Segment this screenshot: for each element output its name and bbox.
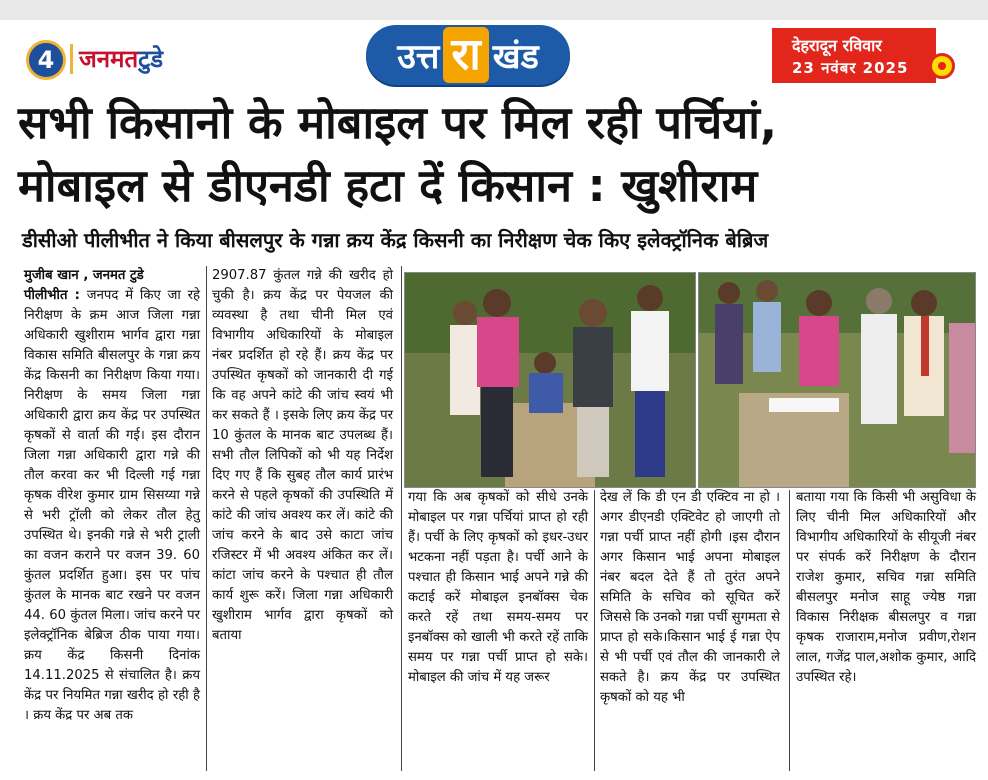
- headline-line-1: सभी किसानो के मोबाइल पर मिल रही पर्चियां,: [18, 96, 778, 149]
- news-photo-left: [404, 272, 696, 488]
- brand-accent: टुडे: [138, 45, 164, 73]
- photo-right-image: [699, 273, 975, 487]
- page-number-badge: 4: [26, 40, 66, 80]
- column-1-text: जनपद में किए जा रहे निरीक्षण के क्रम आज जिला गन्ना अधिकारी खुशीराम भार्गव द्वारा गन्ना विकास समिति बीसलपुर के गन्ना क्रय केंद्र किसनी का निरीक्षण किया गया। निरीक्षण के समय जिला गन्ना अधिकारी द्वारा क्रय केंद्र पर उपस्थित कृषकों से वार्ता की गई। इस दौरान जिला गन्ना अधिकारी द्वारा गन्ने की तौल करवा कर भी दिल्ली गई गन्ना कृषक वीरेश कुमार ग्राम सिसय्या गन्ने से भरी ट्रॉली को लेकर तौल हेतु उपस्थित थे। इनकी गन्ने से भरी ट्राली का वजन कराने पर वजन 39. 60 कुंतल प्रदर्शित हुआ। इस पर पांच कुंतल के मानक बाट रखने पर वजन 44. 60 कुंतल मिला। जांच करने पर इलेक्ट्रॉनिक बेब्रिज ठीक पाया गया। क्रय केंद्र किसनी दिनांक 14.11.2025 से संचालित है। क्रय केंद्र पर नियमित गन्ना खरीद हो रही है । क्रय केंद्र पर अब तक: [24, 288, 200, 723]
- article-column-5: बताया गया कि किसी भी असुविधा के लिए चीनी मिल अधिकारियों और विभागीय अधिकारियों के सीयूजी नंबर पर संपर्क करें निरीक्षण के दौरान राजेश कुमार, सचिव गन्ना समिति बीसलपुर मनोज साहू ज्येष्ठ गन्ना विकास निरीक्षक बीसलपुर व गन्ना कृषक राजाराम,मनोज प्रवीण,रोशन लाल, गजेंद्र पाल,अशोक कुमार, आदि उपस्थित रहे।: [796, 490, 976, 685]
- date-box: [772, 28, 936, 83]
- city-day: देहरादून रविवार: [792, 36, 882, 55]
- article-column-4: देख लें कि डी एन डी एक्टिव ना हो ।अगर डीएनडी एक्टिवेट हो जाएगी तो गन्ना पर्ची प्राप्त नहीं होगी ।इस दौरान अगर किसान भाई अपना मोबाइल नंबर बदल देते हैं तो तुरंत अपने समिति के सचिव को सूचित करें जिससे कि उनको गन्ना पर्ची सुगमता से प्राप्त हो सके।किसान भाई ई गन्ना ऐप से भी पर्ची एवं तौल की जानकारी ले सकते है। क्रय केंद्र पर उपस्थित कृषकों को यह भी: [600, 490, 780, 705]
- top-bar: [0, 0, 988, 20]
- section-banner: [366, 25, 570, 85]
- subheadline: डीसीओ पीलीभीत ने किया बीसलपुर के गन्ना क्रय केंद्र किसनी का निरीक्षण चेक किए इलेक्ट्रॉनिक बेब्रिज: [22, 228, 769, 252]
- news-photo-right: [698, 272, 976, 488]
- section-right: खंड: [492, 37, 539, 77]
- column-rule: [594, 490, 595, 771]
- section-mid: रा: [443, 27, 488, 83]
- article-column-1: [24, 266, 200, 726]
- brand-main: जनमत: [79, 45, 139, 73]
- article-column-2: 2907.87 कुंतल गन्ने की खरीद हो चुकी है। क्रय केंद्र पर पेयजल की व्यवस्था है तथा चीनी मिल एवं विभागीय अधिकारियों के मोबाइल नंबर प्रदर्शित हो रहे हैं। क्रय केंद्र पर उपस्थित कृषकों को जानकारी दी गई कि वह अपने कांटे की जांच स्वयं भी कर सकते हैं । इसके लिए क्रय केंद्र पर 10 कुंतल के मानक बाट उपलब्ध हैं। सभी तौल लिपिकों को भी यह निर्देश दिए गए हैं कि सुबह तौल कार्य प्रारंभ करने से पहले कृषकों की उपस्थिति में कांटे की जांच अवश्य कर लें। कांटे की जांच करने के बाद उसे काटा जांच रजिस्टर में भी अवश्य अंकित कर लें। कांटा जांच करने के पश्चात ही तौल कार्य शुरू करें। जिला गन्ना अधिकारी खुशीराम भार्गव द्वारा कृषकों को बताया: [212, 268, 393, 643]
- byline: मुजीब खान , जनमत टुडे: [24, 268, 144, 283]
- column-rule: [206, 266, 207, 771]
- issue-date: 23 नवंबर 2025: [792, 59, 909, 77]
- column-rule: [401, 266, 402, 771]
- target-dot-icon: [929, 53, 955, 79]
- dateline: पीलीभीत :: [24, 288, 80, 303]
- brand-logo: [70, 44, 169, 74]
- section-left: उत्त: [397, 37, 440, 77]
- photo-left-image: [405, 273, 695, 487]
- headline-line-2: मोबाइल से डीएनडी हटा दें किसान : खुशीराम: [18, 159, 758, 212]
- article-column-3: गया कि अब कृषकों को सीधे उनके मोबाइल पर गन्ना पर्चियां प्राप्त हो रही हैं। पर्ची के लिए कृषकों को इधर-उधर भटकना नहीं पड़ता है। पर्ची आने के पश्चात ही किसान भाई अपने गन्ने की कटाई करें मोबाइल इनबॉक्स चेक करते रहें तथा समय-समय पर इनबॉक्स को खाली भी करते रहें ताकि समय पर गन्ना पर्ची प्राप्त हो सके। मोबाइल की जांच में यह जरूर: [408, 490, 588, 685]
- column-rule: [789, 490, 790, 771]
